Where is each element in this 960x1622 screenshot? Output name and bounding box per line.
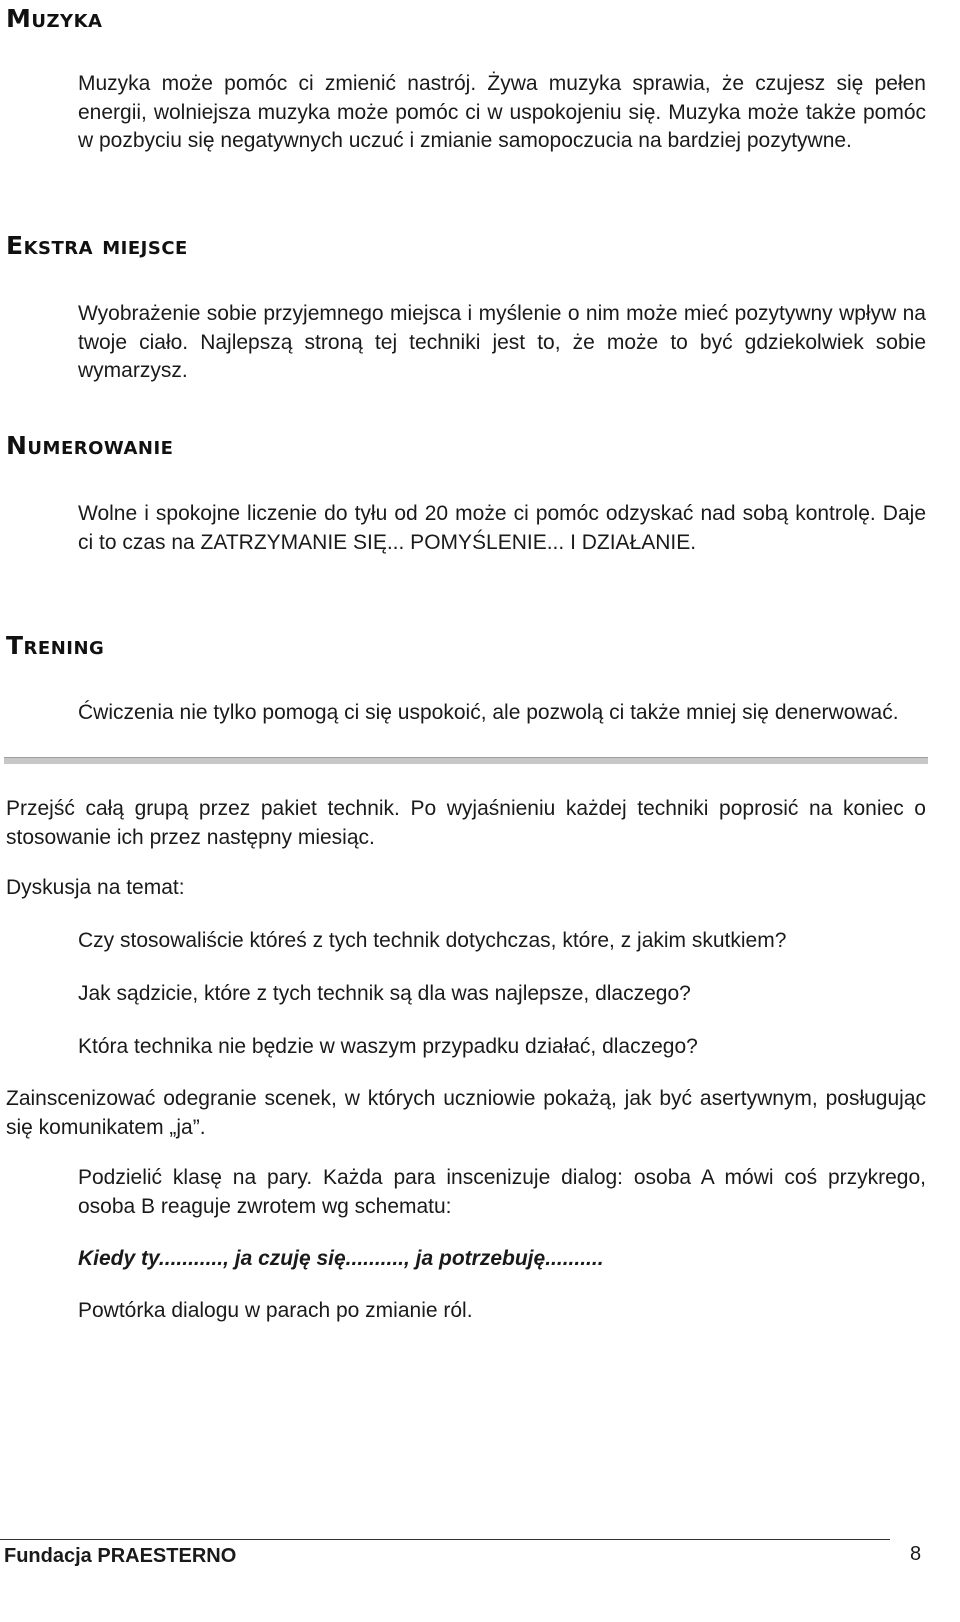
instructions-intro: Przejść całą grupą przez pakiet technik. Po wyjaśnieniu każdej techniki poprosić na koniec o stosowanie ich przez następny miesiąc.	[6, 797, 926, 849]
section-divider	[4, 757, 928, 764]
dialog-formula: Kiedy ty..........., ja czuję się.........., ja potrzebuję..........	[78, 1247, 604, 1270]
roleplay-instruction: Zainscenizować odegranie scenek, w których uczniowie pokażą, jak być asertywnym, posługując się komunikatem „ja”.	[6, 1087, 926, 1139]
paragraph-numerowanie: Wolne i spokojne liczenie do tyłu od 20 może ci pomóc odzyskać nad sobą kontrolę. Daje ci to czas na ZATRZYMANIE SIĘ... POMYŚLENIE... I DZIAŁANIE.	[78, 502, 926, 554]
heading-numerowanie: Numerowanie	[6, 431, 174, 460]
paragraph-ekstra-miejsce: Wyobrażenie sobie przyjemnego miejsca i myślenie o nim może mieć pozytywny wpływ na twoje ciało. Najlepszą stroną tej techniki jest to, że może to być gdziekolwiek sobie wymarzysz.	[78, 302, 926, 382]
discussion-question: Która technika nie będzie w waszym przypadku działać, dlaczego?	[78, 1035, 698, 1058]
paragraph-trening: Ćwiczenia nie tylko pomogą ci się uspokoić, ale pozwolą ci także mniej się denerwować.	[78, 701, 899, 724]
repeat-instruction: Powtórka dialogu w parach po zmianie ról.	[78, 1299, 473, 1322]
pairs-instruction: Podzielić klasę na pary. Każda para inscenizuje dialog: osoba A mówi coś przykrego, osoba B reaguje zwrotem wg schematu:	[78, 1166, 926, 1218]
discussion-question: Czy stosowaliście któreś z tych technik dotychczas, które, z jakim skutkiem?	[78, 929, 787, 952]
discussion-label: Dyskusja na temat:	[6, 876, 185, 899]
heading-trening: Trening	[6, 631, 105, 660]
discussion-question: Jak sądzicie, które z tych technik są dla was najlepsze, dlaczego?	[78, 982, 691, 1005]
heading-ekstra-miejsce: Ekstra miejsce	[6, 231, 188, 260]
footer-organization: Fundacja PRAESTERNO	[4, 1545, 237, 1567]
paragraph-muzyka: Muzyka może pomóc ci zmienić nastrój. Żywa muzyka sprawia, że czujesz się pełen energii, wolniejsza muzyka może pomóc ci w uspokojeniu się. Muzyka może także pomóc w pozbyciu się negatywnych uczuć i zmianie samopoczucia na bardziej pozytywne.	[78, 72, 926, 152]
page-number: 8	[910, 1543, 922, 1565]
heading-muzyka: Muzyka	[6, 4, 103, 33]
footer-rule	[0, 1539, 890, 1540]
